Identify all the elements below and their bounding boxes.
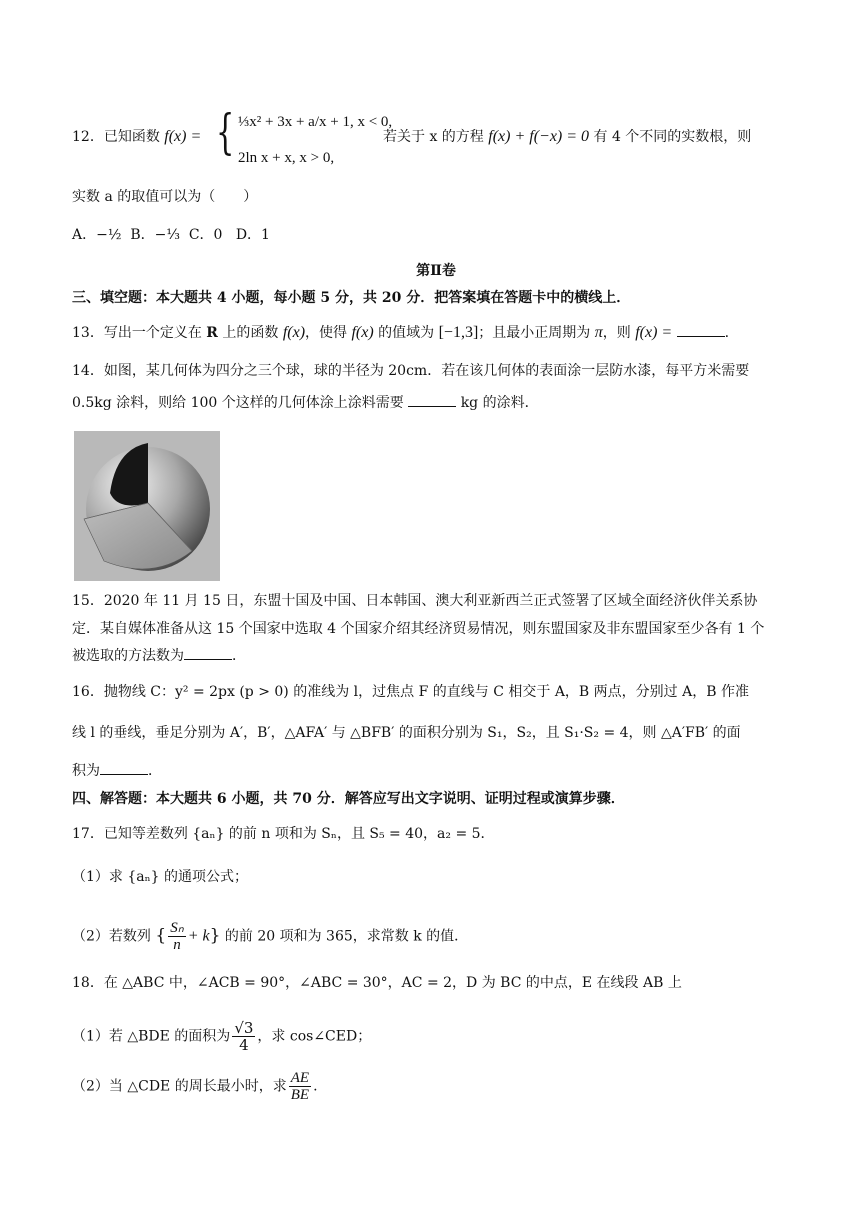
q12-line1-right — [383, 126, 800, 148]
q15-line1: 15．2020 年 11 月 15 日，东盟十国及中国、日本韩国、澳大利亚新西兰正式签署了区域全面经济伙伴关系协 — [72, 593, 758, 609]
q14-line1: 14．如图，某几何体为四分之三个球，球的半径为 20cm．若在该几何体的表面涂一层防水漆，每平方米需要 — [72, 363, 750, 379]
q18-frac2-den: BE — [290, 1087, 310, 1103]
q12-prefix: 12．已知函数 — [72, 129, 160, 145]
q13-text-c: ，使得 — [305, 325, 348, 341]
q13-fx3: f(x) = — [635, 324, 673, 341]
q15-line3a: 被选取的方法数为 — [72, 648, 184, 664]
part3-heading: 三、填空题：本大题共 4 小题，每小题 5 分，共 20 分．把答案填在答题卡中的横线上． — [72, 290, 631, 306]
q13-range: [−1,3] — [438, 324, 479, 341]
q18-frac1-num: √3 — [234, 1019, 254, 1037]
q18-frac2-num: AE — [290, 1070, 310, 1086]
part4-heading: 四、解答题：本大题共 6 小题，共 70 分．解答应写出文字说明、证明过程或演算步骤． — [72, 791, 625, 807]
q12-fx: f(x) = — [164, 128, 202, 145]
q12-line2: 实数 a 的取值可以为（ ） — [72, 189, 258, 205]
q14-line2a: 0.5kg 涂料，则给 100 个这样的几何体涂上涂料需要 — [72, 395, 404, 411]
q13-fx2: f(x) — [351, 324, 374, 341]
q12-option-a: A．−½ — [72, 227, 122, 243]
q17-part2 — [72, 920, 800, 953]
q16-line1: 16．抛物线 C：y² = 2px (p > 0) 的准线为 l，过焦点 F 的直线与 C 相交于 A，B 两点，分别过 A，B 作准 — [72, 684, 749, 700]
q15-line2: 定．某自媒体准备从这 15 个国家中选取 4 个国家介绍其经济贸易情况，则东盟国家及非东盟国家至少各有 1 个 — [72, 621, 765, 637]
q17-left-brace: { — [155, 925, 167, 946]
section2-title: 第Ⅱ卷 — [416, 263, 456, 279]
q12-piece1: ⅓x² + 3x + a/x + 1, x < 0, — [238, 114, 393, 130]
q17-part1: （1）求 {aₙ} 的通项公式； — [72, 869, 249, 885]
q16-answer-blank[interactable] — [100, 760, 148, 775]
q17-stem: 17．已知等差数列 {aₙ} 的前 n 项和为 Sₙ，且 S₅ = 40，a₂ = 5． — [72, 826, 495, 842]
q13-answer-blank[interactable] — [677, 322, 725, 337]
q18-stem: 18．在 △ABC 中，∠ACB = 90°，∠ABC = 30°，AC = 2，D 为 BC 的中点，E 在线段 AB 上 — [72, 975, 682, 991]
q15-line3 — [72, 645, 800, 667]
q18-area-fraction — [232, 1020, 255, 1053]
q13 — [72, 322, 800, 344]
q18-part2a: （2）当 △CDE 的周长最小时，求 — [72, 1078, 287, 1095]
q18-part2 — [72, 1070, 800, 1103]
q13-pi: π — [594, 324, 603, 341]
q15-line3b: ． — [232, 648, 246, 664]
q12-equation: f(x) + f(−x) = 0 — [488, 128, 590, 145]
q18-ratio-fraction — [289, 1070, 311, 1103]
q17-part2b: 的前 20 项和为 365，求常数 k 的值． — [224, 928, 469, 945]
q12-piece2: 2ln x + x, x > 0, — [238, 150, 335, 166]
q17-fraction — [168, 920, 185, 953]
q14-line2 — [72, 392, 800, 414]
q17-plus-k: + k — [187, 927, 210, 945]
q13-fx1: f(x) — [282, 324, 306, 341]
q17-frac-num: Sₙ — [170, 920, 184, 936]
q18-part1b: ，求 cos∠CED； — [257, 1028, 372, 1045]
q12-option-c: C．0 — [188, 227, 223, 243]
q13-text-f: ，则 — [602, 325, 631, 341]
q13-text-d: 的值域为 — [378, 325, 435, 341]
q12-option-d: D．1 — [235, 227, 270, 243]
q13-end: . — [724, 325, 730, 341]
q16-line3a: 积为 — [72, 763, 100, 779]
q14-answer-blank[interactable] — [408, 392, 456, 407]
q12-brace: { — [216, 104, 235, 160]
q12-option-b: B．−⅓ — [130, 227, 180, 243]
q13-r: R — [206, 325, 218, 341]
q18-frac1-den: 4 — [239, 1036, 249, 1054]
q16-line3b: ． — [148, 763, 162, 779]
q13-text-e: ；且最小正周期为 — [478, 325, 591, 341]
q12-suffix: 有 4 个不同的实数根，则 — [593, 129, 752, 145]
three-quarter-sphere-figure — [74, 431, 220, 581]
q14-line2b: kg 的涂料． — [460, 395, 539, 411]
q17-right-brace: } — [209, 925, 221, 946]
q18-part2b: . — [313, 1078, 318, 1095]
q17-part2a: （2）若数列 — [72, 928, 151, 945]
q13-text-a: 13．写出一个定义在 — [72, 325, 202, 341]
q18-part1a: （1）若 △BDE 的面积为 — [72, 1028, 231, 1045]
q18-part1 — [72, 1020, 800, 1053]
q13-text-b: 上的函数 — [222, 325, 279, 341]
q15-answer-blank[interactable] — [184, 645, 232, 660]
q16-line2: 线 l 的垂线，垂足分别为 A′，B′，△AFA′ 与 △BFB′ 的面积分别为 S₁，S₂，且 S₁·S₂ = 4，则 △A′FB′ 的面 — [72, 725, 741, 741]
q16-line3 — [72, 760, 800, 782]
q12-middle: 若关于 x 的方程 — [383, 129, 484, 145]
q12-options — [72, 224, 800, 246]
q17-frac-den: n — [173, 937, 181, 953]
